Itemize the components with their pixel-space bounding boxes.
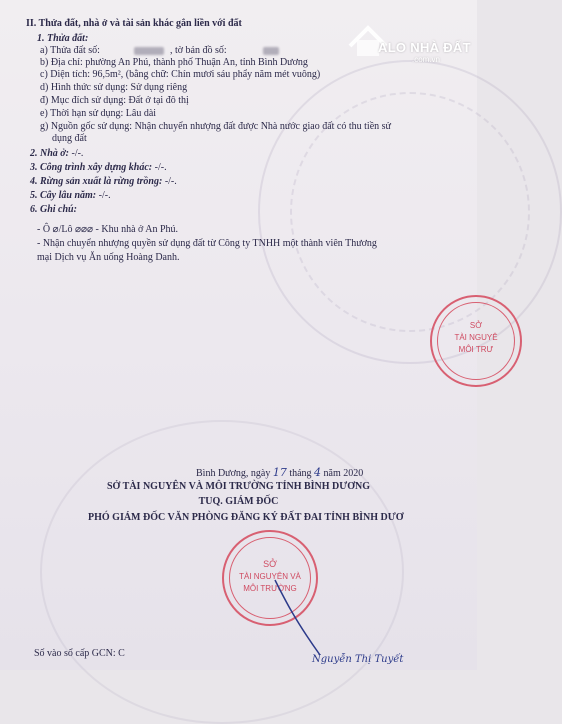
land-area: c) Diện tích: 96,5m², (bằng chữ: Chín mươi sáu phẩy năm mét vuông) bbox=[40, 69, 321, 80]
item-forest: 4. Rừng sản xuất là rừng trồng: -/-. bbox=[30, 176, 177, 187]
item-other-building: 3. Công trình xây dựng khác: -/-. bbox=[30, 162, 167, 173]
item-house: 2. Nhà ở: -/-. bbox=[30, 148, 84, 159]
signing-date: Bình Dương, ngày 17 tháng 4 năm 2020 bbox=[196, 466, 364, 479]
signer-name: Nguyễn Thị Tuyết bbox=[312, 654, 404, 665]
signer-role: PHÓ GIÁM ĐỐC VĂN PHÒNG ĐĂNG KÝ ĐẤT ĐAI TỈNH BÌNH DƯƠ bbox=[88, 512, 404, 523]
land-usage-form: d) Hình thức sử dụng: Sử dụng riêng bbox=[40, 82, 188, 93]
land-origin-cont: dụng đất bbox=[52, 133, 87, 144]
land-address: b) Địa chỉ: phường An Phú, thành phố Thuận An, tỉnh Bình Dương bbox=[40, 57, 308, 68]
note-lot: - Ô ⌀/Lô ⌀⌀⌀ - Khu nhà ở An Phú. bbox=[37, 224, 179, 235]
official-stamp-top: SỞ TÀI NGUYÊ MÔI TRƯ bbox=[430, 295, 522, 387]
authorization: TUQ. GIÁM ĐỐC bbox=[198, 496, 279, 507]
issuing-org: SỞ TÀI NGUYÊN VÀ MÔI TRƯỜNG TỈNH BÌNH DƯƠNG bbox=[107, 481, 370, 492]
note-transfer-cont: mại Dịch vụ Ăn uống Hoàng Danh. bbox=[37, 252, 180, 263]
redacted-plot-number bbox=[134, 47, 164, 55]
land-usage-purpose: đ) Mục đích sử dụng: Đất ở tại đô thị bbox=[40, 95, 189, 106]
item-perennial-trees: 5. Cây lâu năm: -/-. bbox=[30, 190, 111, 201]
watermark-domain: .com.vn bbox=[412, 55, 441, 64]
land-title: 1. Thửa đất: bbox=[37, 33, 89, 44]
signature-stroke bbox=[265, 580, 345, 660]
section-header: II. Thửa đất, nhà ở và tài sản khác gắn liền với đất bbox=[26, 18, 242, 29]
note-transfer: - Nhận chuyển nhượng quyền sử dụng đất từ Công ty TNHH một thành viên Thương bbox=[37, 238, 377, 249]
redacted-map-sheet bbox=[263, 47, 279, 55]
item-notes: 6. Ghi chú: bbox=[30, 204, 77, 215]
land-usage-term: e) Thời hạn sử dụng: Lâu dài bbox=[40, 108, 157, 119]
official-stamp-main: SỞ TÀI NGUYÊN VÀ MÔI TRƯỜNG bbox=[222, 530, 318, 626]
certificate-register-number: Số vào sổ cấp GCN: C bbox=[34, 648, 125, 659]
plot-number-label: a) Thửa đất số: bbox=[40, 45, 100, 56]
signing-day: 17 bbox=[272, 466, 287, 479]
land-plot-number bbox=[40, 45, 282, 57]
land-origin: g) Nguồn gốc sử dụng: Nhận chuyển nhượng đất được Nhà nước giao đất có thu tiền sử bbox=[40, 121, 391, 132]
signing-month: 4 bbox=[314, 466, 322, 479]
map-sheet-label: , tờ bản đồ số: bbox=[169, 45, 227, 56]
watermark-name: ALO NHÀ ĐẤT bbox=[378, 40, 471, 55]
